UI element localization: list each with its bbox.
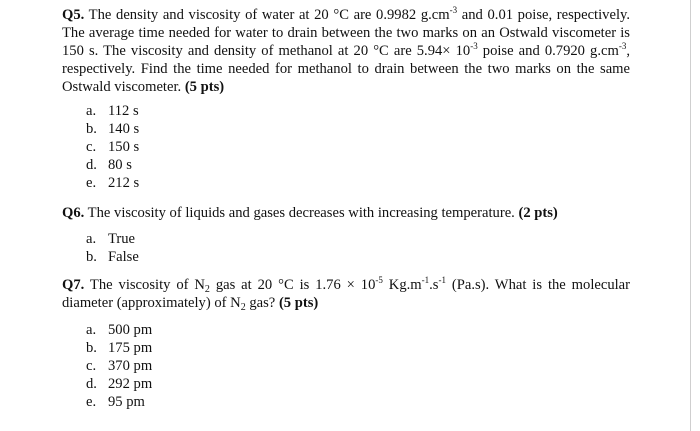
question-number: Q5.: [62, 7, 85, 23]
option-text: 175 pm: [108, 340, 153, 356]
question-text: Kg.m: [382, 277, 422, 293]
option-letter: c.: [86, 358, 97, 374]
option-text: 150 s: [108, 139, 140, 155]
option-text: False: [108, 249, 139, 265]
q7-option-c[interactable]: [86, 357, 152, 375]
option-text: 370 pm: [108, 358, 153, 374]
points-label: (2 pts): [514, 205, 558, 221]
option-text: True: [108, 231, 136, 247]
question-text: and 0.01 poise, respectively. The average time needed for water to drain between the two marks on an Ostwald viscometer is 150 s. The viscosity and density of methanol at 20 °C are 5.94× 10: [62, 7, 630, 59]
option-letter: b.: [86, 249, 97, 265]
question-number: Q7.: [62, 277, 85, 293]
subscript: 2: [204, 284, 210, 295]
option-letter: a.: [86, 231, 97, 247]
q7-options: [86, 321, 152, 411]
exponent: -3: [470, 41, 478, 51]
option-letter: d.: [86, 157, 97, 173]
question-q7: [62, 276, 630, 312]
option-text: 80 s: [108, 157, 132, 173]
option-letter: c.: [86, 139, 97, 155]
points-label: (5 pts): [275, 295, 319, 311]
q7-option-d[interactable]: [86, 375, 152, 393]
question-text: gas at 20 °C is 1.76 × 10: [209, 277, 376, 293]
q5-option-d[interactable]: [86, 156, 139, 174]
option-text: 95 pm: [108, 394, 145, 410]
subscript: 2: [240, 302, 246, 313]
q6-option-a[interactable]: [86, 230, 139, 248]
points-label: (5 pts): [181, 79, 225, 95]
q6-options: [86, 230, 139, 266]
exponent: -5: [375, 275, 383, 285]
question-text: The viscosity of liquids and gases decreases with increasing temperature.: [84, 205, 515, 221]
question-text: The viscosity of N: [84, 277, 205, 293]
question-text: gas?: [245, 295, 276, 311]
option-text: 112 s: [108, 103, 139, 119]
option-letter: a.: [86, 322, 97, 338]
question-text: (Pa.s). What is the molecular diameter (approximately) of N: [62, 277, 631, 311]
exponent: -1: [421, 275, 430, 285]
q5-option-b[interactable]: [86, 120, 139, 138]
question-q6: [62, 204, 630, 222]
exponent: -3: [449, 5, 458, 15]
question-text: The density and viscosity of water at 20 °C are 0.9982 g.cm: [84, 7, 450, 23]
option-letter: b.: [86, 121, 97, 137]
exponent: -1: [438, 275, 446, 285]
q7-option-e[interactable]: [86, 393, 152, 411]
question-text: , respectively. Find the time needed for methanol to drain between the two marks on the same Ostwald viscometer.: [62, 43, 630, 95]
option-letter: e.: [86, 394, 97, 410]
option-letter: a.: [86, 103, 97, 119]
question-text: .s: [429, 277, 439, 293]
option-text: 212 s: [108, 175, 140, 191]
q6-option-b[interactable]: [86, 248, 139, 266]
option-letter: b.: [86, 340, 97, 356]
option-letter: d.: [86, 376, 97, 392]
exponent: -3: [618, 41, 627, 51]
question-q5: [62, 6, 630, 96]
q5-option-c[interactable]: [86, 138, 139, 156]
q7-option-a[interactable]: [86, 321, 152, 339]
question-text: poise and 0.7920 g.cm: [477, 43, 619, 59]
option-letter: e.: [86, 175, 97, 191]
option-text: 292 pm: [108, 376, 153, 392]
option-text: 140 s: [108, 121, 140, 137]
option-text: 500 pm: [108, 322, 153, 338]
q5-option-e[interactable]: [86, 174, 139, 192]
q5-options: [86, 102, 139, 192]
question-number: Q6.: [62, 205, 85, 221]
q5-option-a[interactable]: [86, 102, 139, 120]
q7-option-b[interactable]: [86, 339, 152, 357]
page-edge-divider: [690, 0, 691, 431]
